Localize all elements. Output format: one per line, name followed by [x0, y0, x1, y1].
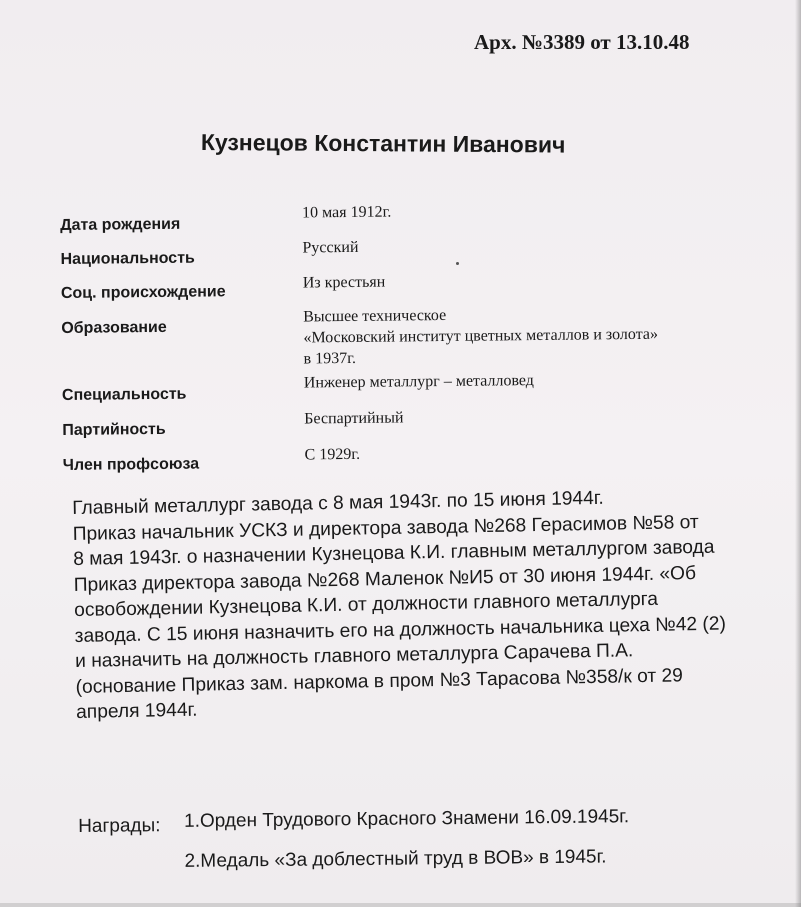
birth-date-value: 10 мая 1912г.: [302, 203, 392, 222]
nationality-label: Национальность: [60, 249, 195, 268]
career-line: 8 мая 1943г. о назначении Кузнецова К.И. главным металлургом завода: [73, 536, 715, 570]
archive-reference: Арх. №3389 от 13.10.48: [474, 30, 690, 54]
award-item: 1.Орден Трудового Красного Знамени 16.09.1945г.: [183, 806, 630, 832]
career-line: Приказ начальник УСКЗ и директора завода №268 Герасимов №58 от: [72, 511, 699, 545]
trade-union-value: С 1929г.: [304, 445, 361, 464]
specialty-label: Специальность: [61, 385, 187, 404]
education-label: Образование: [61, 318, 167, 337]
career-line: (основание Приказ зам. наркома в пром №3 Тарасова №358/к от 29: [75, 664, 684, 698]
party-label: Партийность: [62, 420, 166, 439]
career-line: Главный металлург завода с 8 мая 1943г. по 15 июня 1944г.: [72, 487, 604, 519]
awards-label: Награды:: [78, 815, 161, 837]
birth-date-label: Дата рождения: [60, 215, 181, 234]
career-paragraph: [72, 482, 796, 725]
nationality-value: Русский: [302, 238, 359, 257]
specialty-value: Инженер металлург – металловед: [303, 372, 534, 392]
career-line: Приказ директора завода №268 Маленок №И5 от 30 июня 1944г. «Об: [73, 562, 697, 596]
education-value: Высшее техническое «Московский институт цветных металлов и золота» в 1937г.: [303, 306, 659, 368]
person-name-title: Кузнецов Константин Иванович: [200, 129, 566, 158]
social-origin-label: Соц. происхождение: [60, 283, 226, 302]
page-shadow-edge: [795, 0, 801, 907]
trade-union-label: Член профсоюза: [62, 455, 200, 474]
career-line: апреля 1944г.: [75, 699, 198, 723]
career-line: освобождении Кузнецова К.И. от должности главного металлурга: [73, 588, 659, 621]
personal-info-block: [60, 198, 763, 475]
career-line: и назначить на должность главного металлурга Сарачева П.А.: [74, 640, 634, 672]
party-value: Беспартийный: [304, 409, 404, 428]
page-bottom-edge: [0, 903, 801, 907]
social-origin-value: Из крестьян: [302, 273, 386, 292]
award-item: 2.Медаль «За доблестный труд в ВОВ» в 1945г.: [184, 846, 607, 872]
career-line: завода. С 15 июня назначить его на должность начальника цеха №42 (2): [74, 612, 727, 647]
